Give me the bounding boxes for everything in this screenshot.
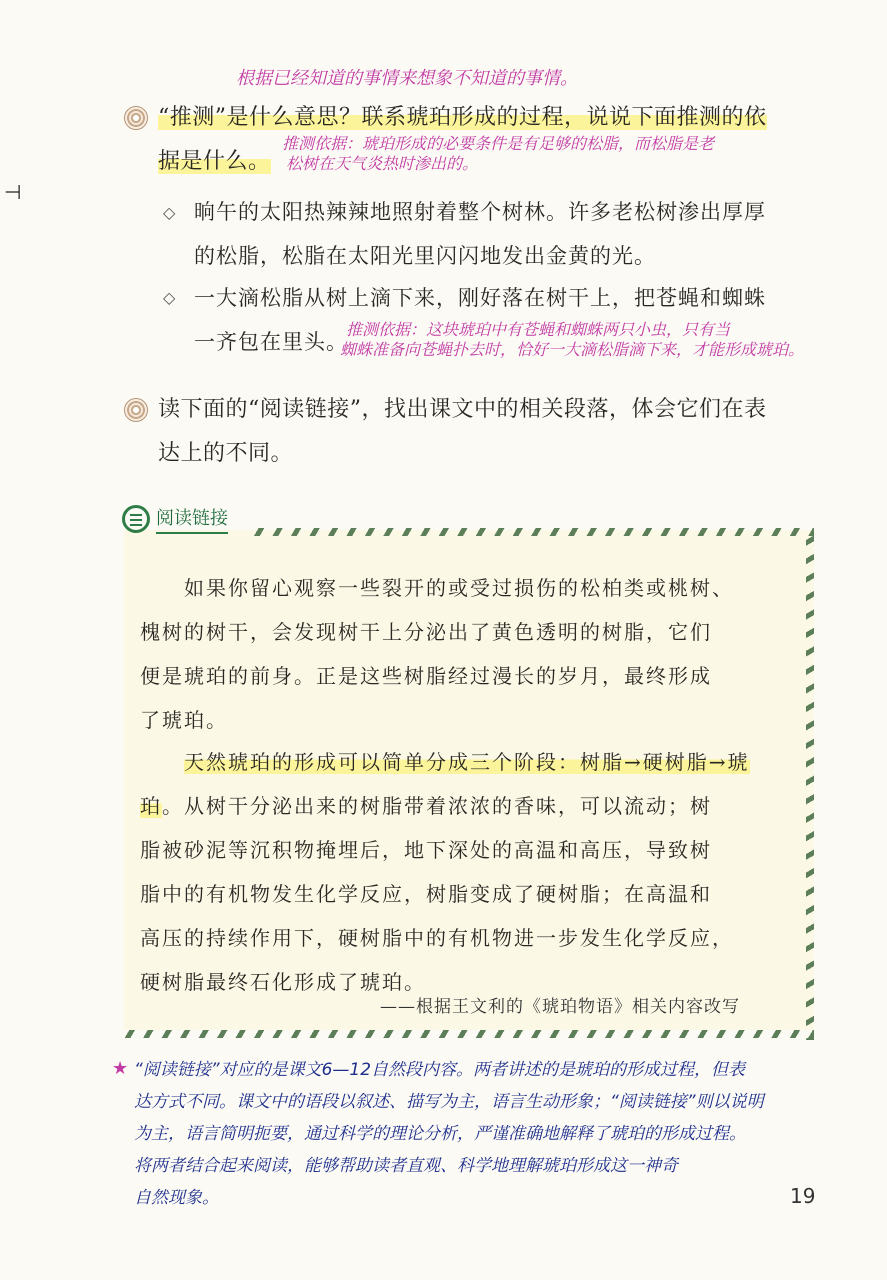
attribution: ——根据王文利的《琥珀物语》相关内容改写 — [380, 997, 740, 1017]
question-bullet-icon — [124, 106, 148, 130]
diamond-bullet-icon: ◇ — [163, 203, 176, 222]
dashed-border-top — [250, 528, 814, 536]
reading-link-title: 阅读链接 — [156, 504, 228, 534]
reading-paragraph-2: 天然琥珀的形成可以简单分成三个阶段：树脂→硬树脂→琥 珀。从树干分泌出来的树脂带着浓浓的香味，可以流动；树 脂被砂泥等沉积物掩埋后，地下深处的高温和高压，导致树 脂中的有机物发生化学反应，树脂变成了硬树脂；在高温和 高压的持续作用下，硬树脂中的有机物进一步发生化学反应， 硬树脂最终石化形成了琥珀。 — [140, 750, 750, 994]
question-1-line2: 据是什么。 — [158, 149, 271, 174]
reading-paragraph-1: 如果你留心观察一些裂开的或受过损伤的松柏类或桃树、 槐树的树干，会发现树干上分泌出了黄色透明的树脂，它们 便是琥珀的前身。正是这些树脂经过漫长的岁月，最终形成 了琥珀。 — [140, 576, 734, 732]
dashed-border-right — [806, 530, 814, 1040]
page-edge-mark: ⊣ — [4, 180, 22, 204]
passage-item-2: 一大滴松脂从树上滴下来，刚好落在树干上，把苍蝇和蜘蛛 一齐包在里头。 — [194, 286, 766, 354]
dashed-border-bottom — [124, 1030, 814, 1038]
page-number: 19 — [790, 1184, 816, 1208]
handwritten-summary-note: “阅读链接”对应的是课文6—12自然段内容。两者讲述的是琥珀的形成过程，但表 达方式不同。课文中的语段以叙述、描写为主，语言生动形象；“阅读链接”则以说明 为主，语言简明扼要，通过科学的理论分析，严谨准确地解释了琥珀的形成过程。 将两者结合起来阅读，能够帮助读者直观、科学地理解琥珀形成这一神奇 自然现象。 — [134, 1060, 764, 1208]
handwritten-note-basis-2: 推测依据：这块琥珀中有苍蝇和蜘蛛两只小虫，只有当 蜘蛛准备向苍蝇扑去时，恰好一大滴松脂滴下来，才能形成琥珀。 — [340, 320, 805, 359]
question-2: 读下面的“阅读链接”，找出课文中的相关段落，体会它们在表 达上的不同。 — [158, 397, 767, 466]
star-icon: ★ — [112, 1058, 129, 1079]
passage-item-1: 晌午的太阳热辣辣地照射着整个树林。许多老松树渗出厚厚 的松脂，松脂在太阳光里闪闪地发出金黄的光。 — [194, 200, 766, 268]
reading-link-header — [122, 504, 228, 534]
question-1-line1: “推测”是什么意思？联系琥珀形成的过程，说说下面推测的依 — [158, 105, 767, 130]
handwritten-note-definition: 根据已经知道的事情来想象不知道的事情。 — [236, 68, 578, 89]
book-icon — [122, 505, 150, 533]
diamond-bullet-icon: ◇ — [163, 288, 176, 307]
question-bullet-icon — [124, 398, 148, 422]
handwritten-note-basis-1: 推测依据：琥珀形成的必要条件是有足够的松脂，而松脂是老 松树在天气炎热时渗出的。 — [282, 134, 715, 173]
